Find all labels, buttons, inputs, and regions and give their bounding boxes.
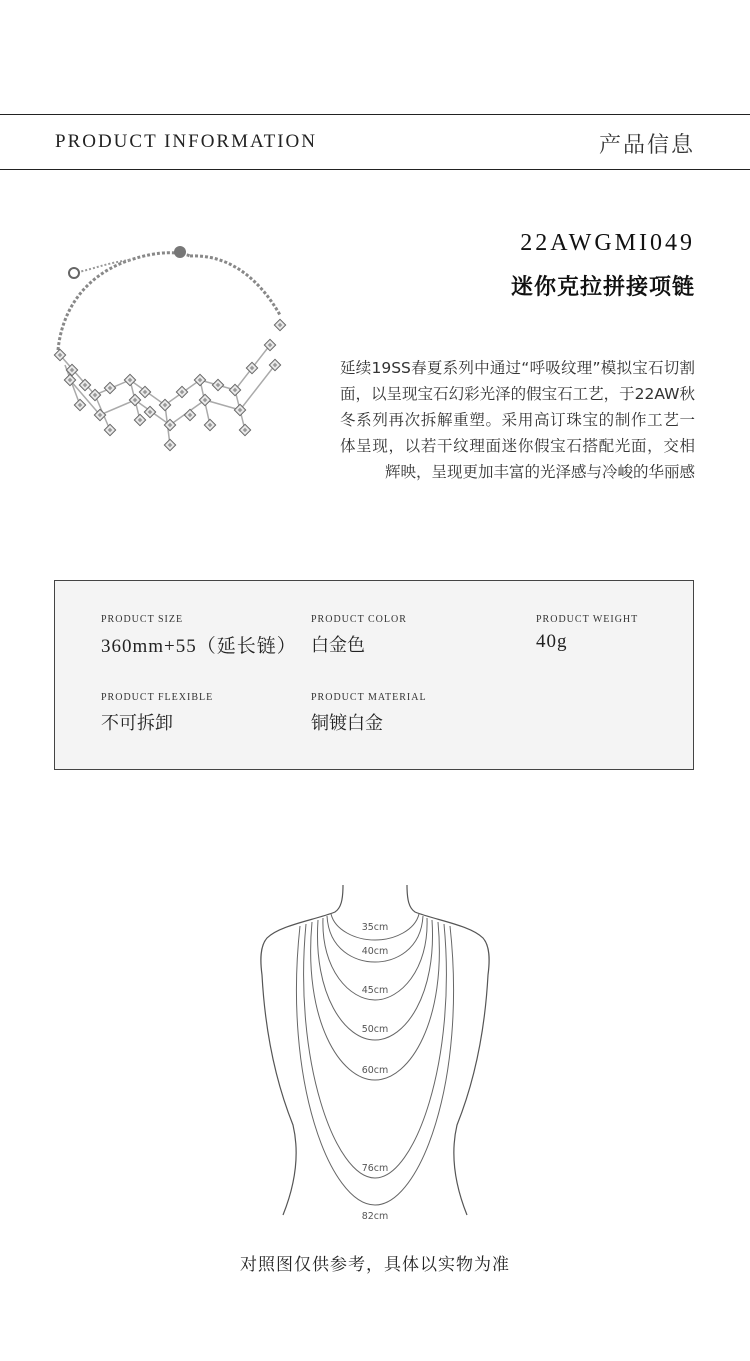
spec-weight-value: 40g [536,631,568,652]
spec-color [311,614,407,657]
disclaimer: 对照图仅供参考，具体以实物为准 [240,1255,510,1275]
necklace-image [40,230,300,460]
spec-weight-label: PRODUCT WEIGHT [536,614,639,625]
spec-flexible [101,692,213,735]
header-title-cn: 产品信息 [598,133,695,158]
spec-material-label: PRODUCT MATERIAL [311,692,427,703]
size-label-35: 35cm [361,922,389,933]
spec-size-label: PRODUCT SIZE [101,614,184,625]
size-label-76: 76cm [361,1163,389,1174]
size-label-45: 45cm [361,985,389,996]
size-label-60: 60cm [361,1065,389,1076]
product-sku: 22AWGMI049 [520,230,695,256]
size-label-40: 40cm [361,946,389,957]
header-title-en: PRODUCT INFORMATION [55,131,317,152]
neck-size-chart [255,880,495,1225]
size-label-50: 50cm [361,1024,389,1035]
specs-box [54,580,694,770]
size-label-82: 82cm [361,1211,389,1222]
spec-size-value: 360mm+55（延长链） [101,636,297,657]
product-description: 延续19SS春夏系列中通过“呼吸纹理”模拟宝石切割面，以呈现宝石幻彩光泽的假宝石工艺，于22AW秋冬系列再次拆解重塑。采用高订珠宝的制作工艺一体呈现，以若干纹理面迷你假宝石搭配光面，交相辉映，呈现更加丰富的光泽感与冷峻的华丽感 [340,359,695,481]
spec-color-value: 白金色 [311,635,365,656]
spec-size [101,614,297,658]
spec-flexible-label: PRODUCT FLEXIBLE [101,692,214,703]
product-name: 迷你克拉拼接项链 [510,275,695,300]
spec-color-label: PRODUCT COLOR [311,614,407,625]
spec-material [311,692,427,735]
spec-material-value: 铜镀白金 [311,713,383,734]
spec-weight [536,614,638,653]
header-bar [0,114,750,170]
spec-flexible-value: 不可拆卸 [101,713,173,734]
